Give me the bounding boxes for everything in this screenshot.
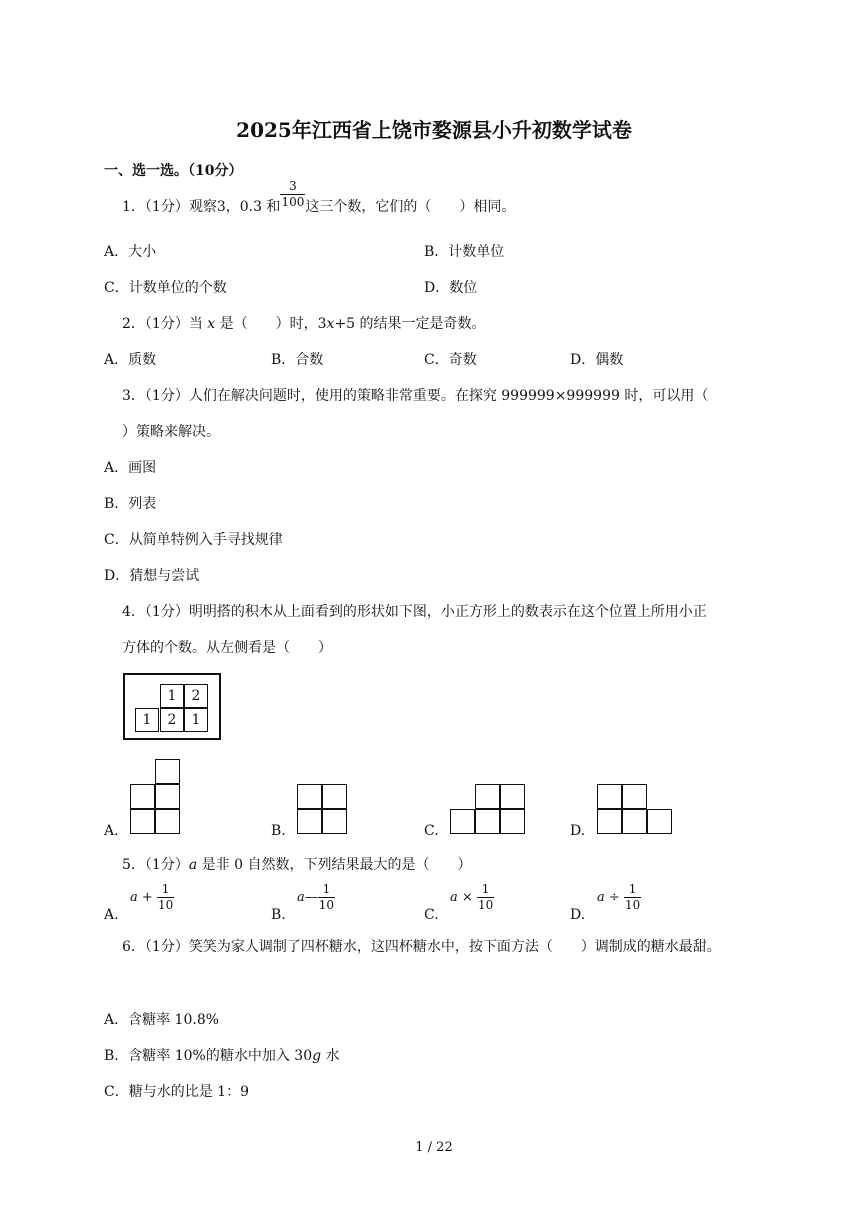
q5-frac-den: 10 bbox=[624, 898, 641, 912]
page-title: 2025年江西省上饶市婺源县小升初数学试卷 bbox=[236, 118, 632, 142]
q5-frac-den: 10 bbox=[157, 898, 174, 912]
q4-option-a-shape bbox=[130, 759, 181, 835]
q2-var: x bbox=[207, 316, 216, 332]
q6-option-b bbox=[104, 1045, 340, 1065]
shape-cell bbox=[450, 809, 475, 834]
grid-cell: 1 bbox=[160, 684, 184, 708]
q5-frac-num: 1 bbox=[477, 882, 494, 898]
shape-cell bbox=[297, 784, 322, 809]
q5-frac-num: 1 bbox=[318, 882, 335, 898]
q5-expr-var: a bbox=[450, 890, 458, 905]
top-view-figure bbox=[123, 673, 221, 740]
q1-option-d: D．数位 bbox=[424, 280, 478, 296]
q5-text-pre: 5．（1分） bbox=[122, 857, 189, 873]
shape-cell bbox=[130, 809, 155, 834]
question-3-line-1: 3．（1分）人们在解决问题时，使用的策略非常重要。在探究 999999×999999 时，可以用（ bbox=[122, 388, 709, 404]
q6-option-b-unit: g bbox=[312, 1048, 322, 1064]
q5-option-d-expr bbox=[597, 882, 641, 913]
question-4-line-1: 4．（1分）明明搭的积木从上面看到的形状如下图，小正方形上的数表示在这个位置上所用小正 bbox=[122, 604, 707, 620]
page-number: 1 / 22 bbox=[415, 1140, 453, 1155]
shape-cell bbox=[475, 809, 500, 834]
q5-option-a-label: A. bbox=[104, 907, 119, 923]
q4-option-c-shape bbox=[450, 784, 526, 835]
shape-cell bbox=[622, 784, 647, 809]
q2-var-2: x bbox=[326, 316, 335, 332]
q6-option-a: A．含糖率 10.8% bbox=[104, 1012, 220, 1028]
q2-option-c: C．奇数 bbox=[424, 352, 477, 368]
q5-expr-frac bbox=[318, 882, 335, 913]
q2-text-2: 是（ ）时，3 bbox=[215, 316, 327, 332]
shape-cell bbox=[322, 809, 347, 834]
question-2 bbox=[122, 313, 486, 333]
q5-option-c-label: C. bbox=[424, 907, 439, 923]
q1-option-b: B．计数单位 bbox=[424, 244, 505, 260]
q5-expr-op: ÷ bbox=[608, 890, 620, 905]
q2-text-1: 2．（1分）当 bbox=[122, 316, 208, 332]
shape-cell bbox=[322, 784, 347, 809]
q5-option-c-expr bbox=[450, 882, 494, 913]
q2-option-b: B．合数 bbox=[271, 352, 324, 368]
q2-text-3: +5 的结果一定是奇数。 bbox=[334, 316, 486, 332]
q3-option-d: D．猜想与尝试 bbox=[104, 568, 200, 584]
shape-cell bbox=[155, 784, 180, 809]
q1-text-post: 这三个数，它们的（ ）相同。 bbox=[305, 199, 516, 215]
q5-frac-num: 1 bbox=[624, 882, 641, 898]
grid-cell: 2 bbox=[160, 708, 184, 732]
q6-option-b-tail: 水 bbox=[321, 1048, 340, 1064]
question-6: 6．（1分）笑笑为家人调制了四杯糖水，这四杯糖水中，按下面方法（ ）调制成的糖水最甜。 bbox=[122, 939, 721, 955]
q1-text-pre: 1．（1分）观察3，0.3 和 bbox=[122, 199, 281, 215]
q4-option-d-label: D. bbox=[570, 823, 586, 839]
grid-cell: 1 bbox=[184, 708, 208, 732]
q5-expr-var: a bbox=[130, 890, 138, 905]
q5-expr-var: a bbox=[297, 890, 305, 905]
q5-option-d-label: D. bbox=[570, 907, 586, 923]
shape-cell bbox=[597, 809, 622, 834]
q5-option-a-expr bbox=[130, 882, 174, 913]
q1-fraction bbox=[280, 179, 305, 210]
shape-cell bbox=[130, 784, 155, 809]
q2-option-a: A．质数 bbox=[104, 352, 157, 368]
q1-fraction-den: 100 bbox=[281, 194, 305, 209]
grid-cell: 1 bbox=[135, 708, 159, 732]
q6-option-c: C．糖与水的比是 1：9 bbox=[104, 1084, 249, 1100]
q1-option-a: A．大小 bbox=[104, 244, 157, 260]
q5-frac-den: 10 bbox=[318, 898, 335, 912]
q6-option-b-text: B．含糖率 10%的糖水中加入 30 bbox=[104, 1048, 313, 1064]
shape-cell bbox=[622, 809, 647, 834]
q3-option-a: A．画图 bbox=[104, 460, 157, 476]
q4-option-b-label: B. bbox=[271, 823, 286, 839]
q5-expr-op: — bbox=[304, 890, 318, 905]
shape-cell bbox=[475, 784, 500, 809]
q5-option-b-label: B. bbox=[271, 907, 286, 923]
shape-cell bbox=[500, 809, 525, 834]
q5-option-b-expr bbox=[297, 882, 335, 913]
q3-option-b: B．列表 bbox=[104, 496, 157, 512]
question-4-line-2: 方体的个数。从左侧看是（ ） bbox=[122, 640, 332, 656]
q4-option-d-shape bbox=[597, 784, 673, 835]
grid-cell: 2 bbox=[184, 684, 208, 708]
shape-cell bbox=[297, 809, 322, 834]
q5-expr-op: + bbox=[141, 890, 153, 905]
q1-option-c: C．计数单位的个数 bbox=[104, 280, 227, 296]
q5-expr-frac bbox=[624, 882, 641, 913]
section-heading: 一、选一选。（10分） bbox=[104, 163, 243, 179]
q5-expr-var: a bbox=[597, 890, 605, 905]
q5-var: a bbox=[188, 857, 198, 873]
q5-expr-op: × bbox=[461, 890, 473, 905]
question-1 bbox=[122, 178, 516, 216]
q5-frac-den: 10 bbox=[477, 898, 494, 912]
q3-option-c: C．从简单特例入手寻找规律 bbox=[104, 532, 283, 548]
question-5 bbox=[122, 854, 471, 874]
shape-cell bbox=[500, 784, 525, 809]
shape-cell bbox=[155, 809, 180, 834]
q1-fraction-num: 3 bbox=[280, 179, 305, 195]
q5-frac-num: 1 bbox=[157, 882, 174, 898]
shape-cell bbox=[597, 784, 622, 809]
q4-option-c-label: C. bbox=[424, 823, 439, 839]
question-3-line-2: ）策略来解决。 bbox=[122, 424, 220, 440]
shape-cell bbox=[647, 809, 672, 834]
shape-cell bbox=[155, 759, 180, 784]
q5-expr-frac bbox=[477, 882, 494, 913]
q4-option-b-shape bbox=[297, 784, 348, 835]
q2-option-d: D．偶数 bbox=[570, 352, 624, 368]
q5-text-post: 是非 0 自然数，下列结果最大的是（ ） bbox=[197, 857, 472, 873]
q5-expr-frac bbox=[157, 882, 174, 913]
q4-option-a-label: A. bbox=[104, 823, 119, 839]
